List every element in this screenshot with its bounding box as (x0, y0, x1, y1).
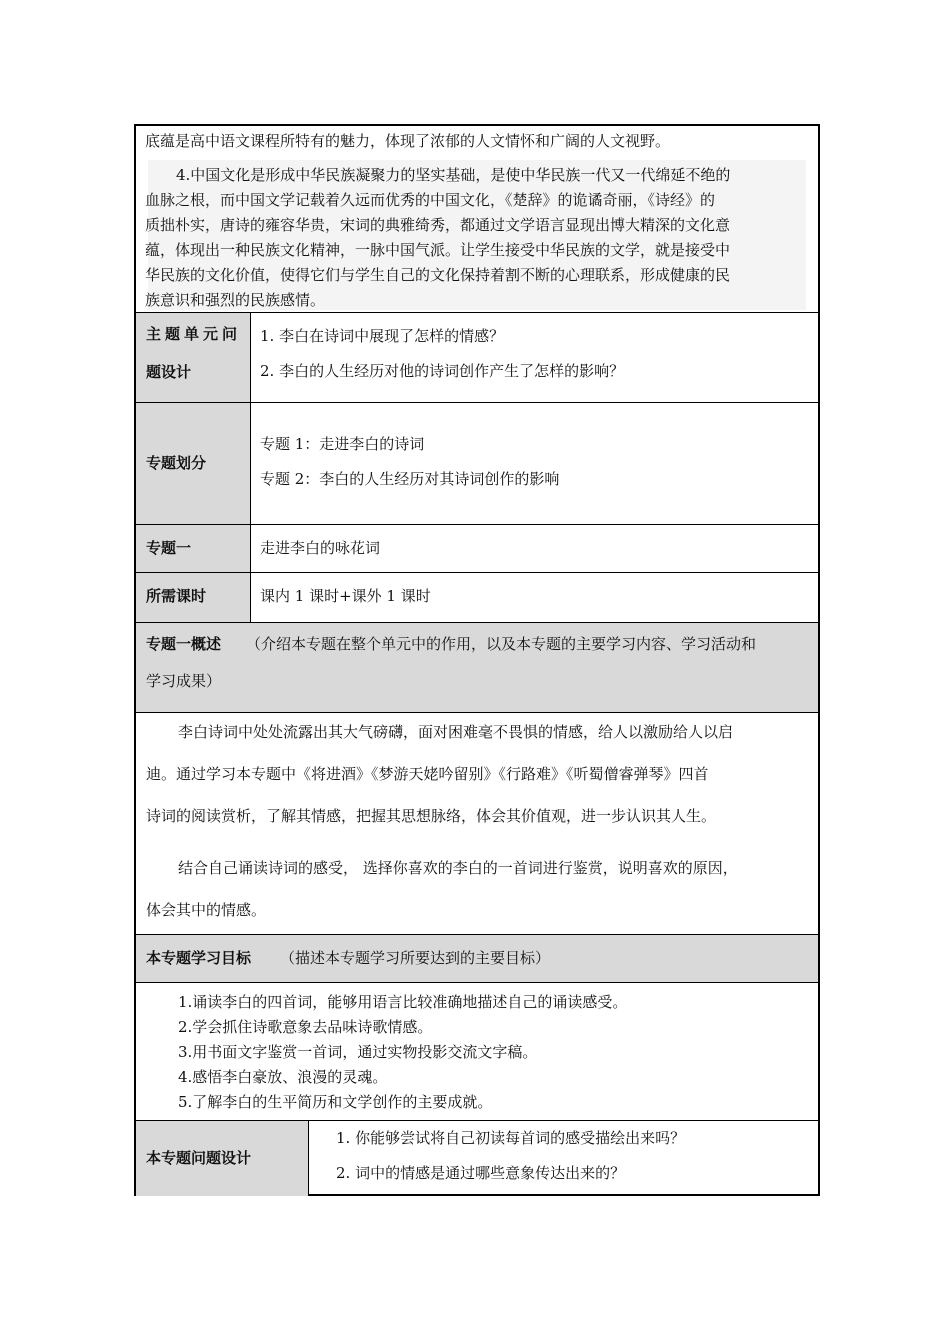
overview-paragraph-line: 迪。通过学习本专题中《将进酒》《梦游天姥吟留别》《行路难》《听蜀僧睿弹琴》四首 (146, 765, 709, 783)
goal-item: 2.学会抓住诗歌意象去品味诗歌情感。 (178, 1018, 433, 1036)
overview-paragraph-line: 李白诗词中处处流露出其大气磅礴，面对困难毫不畏惧的情感，给人以激励给人以启 (178, 723, 734, 741)
goals-list-row (136, 982, 818, 1120)
goal-item: 5.了解李白的生平简历和文学创作的主要成就。 (178, 1093, 493, 1111)
topics-row (136, 402, 818, 524)
topic-question-item: 2. 词中的情感是通过哪些意象传达出来的？ (336, 1164, 626, 1182)
unit-question-item: 2. 李白的人生经历对他的诗词创作产生了怎样的影响？ (260, 362, 625, 380)
overview-paragraph-line: 结合自己诵读诗词的感受， 选择你喜欢的李白的一首词进行鉴赏，说明喜欢的原因， (178, 859, 738, 877)
intro-line: 质拙朴实，唐诗的雍容华贵，宋词的典雅绮秀，都通过文学语言显现出博大精深的文化意 (145, 216, 731, 234)
column-divider (250, 313, 251, 402)
overview-paragraph-line: 体会其中的情感。 (146, 901, 267, 919)
hours-row (136, 572, 818, 622)
column-divider (250, 573, 251, 622)
overview-note: 学习成果） (146, 672, 222, 690)
topic-questions-row (136, 1120, 818, 1196)
topic-one-value: 走进李白的咏花词 (260, 539, 381, 557)
topics-label-cell (136, 403, 250, 524)
overview-label: 专题一概述 (146, 635, 222, 653)
intro-line: 族意识和强烈的民族感情。 (145, 291, 326, 309)
column-divider (308, 1121, 309, 1196)
lesson-plan-table (134, 124, 820, 1196)
intro-row (136, 126, 818, 312)
goal-item: 1.诵读李白的四首词，能够用语言比较准确地描述自己的诵读感受。 (178, 993, 628, 1011)
intro-line: 蕴，体现出一种民族文化精神，一脉中国气派。让学生接受中华民族的文学，就是接受中 (145, 241, 731, 259)
topic-item: 专题 2：李白的人生经历对其诗词创作的影响 (260, 470, 560, 488)
goals-header-row (136, 934, 818, 982)
goal-item: 4.感悟李白豪放、浪漫的灵魂。 (178, 1068, 388, 1086)
unit-question-item: 1. 李白在诗词中展现了怎样的情感？ (260, 327, 505, 345)
hours-label: 所需课时 (146, 587, 207, 605)
goals-label: 本专题学习目标 (146, 949, 252, 967)
topic-one-label-cell (136, 525, 250, 572)
intro-line: 4.中国文化是形成中华民族凝聚力的坚实基础，是使中华民族一代又一代绵延不绝的 (176, 166, 731, 184)
topic-one-label: 专题一 (146, 539, 192, 557)
hours-label-cell (136, 573, 250, 622)
intro-line: 血脉之根，而中国文学记载着久远而优秀的中国文化，《楚辞》的诡谲奇丽，《诗经》的 (145, 191, 716, 209)
topics-label: 专题划分 (146, 454, 207, 472)
unit-questions-label: 主题单元问 (146, 325, 242, 343)
topic-one-row (136, 524, 818, 572)
column-divider (250, 403, 251, 524)
unit-questions-row (136, 312, 818, 402)
topic-item: 专题 1：走进李白的诗词 (260, 435, 425, 453)
topic-questions-label: 本专题问题设计 (146, 1149, 252, 1167)
overview-body-row (136, 712, 818, 934)
goals-note: （描述本专题学习所要达到的主要目标） (280, 949, 551, 967)
intro-line: 华民族的文化价值，使得它们与学生自己的文化保持着割不断的心理联系，形成健康的民 (145, 266, 731, 284)
goal-item: 3.用书面文字鉴赏一首词，通过实物投影交流文字稿。 (178, 1043, 538, 1061)
overview-note: （介绍本专题在整个单元中的作用，以及本专题的主要学习内容、学习活动和 (246, 635, 757, 653)
topic-questions-label-cell (136, 1121, 308, 1196)
overview-paragraph-line: 诗词的阅读赏析，了解其情感，把握其思想脉络，体会其价值观，进一步认识其人生。 (146, 807, 717, 825)
unit-questions-label: 题设计 (146, 363, 192, 381)
intro-line: 底蕴是高中语文课程所特有的魅力，体现了浓郁的人文情怀和广阔的人文视野。 (145, 132, 671, 150)
hours-value: 课内 1 课时+课外 1 课时 (260, 587, 431, 605)
overview-header-row (136, 622, 818, 712)
topic-question-item: 1. 你能够尝试将自己初读每首词的感受描绘出来吗？ (336, 1129, 686, 1147)
column-divider (250, 525, 251, 572)
unit-questions-label-cell (136, 313, 250, 402)
